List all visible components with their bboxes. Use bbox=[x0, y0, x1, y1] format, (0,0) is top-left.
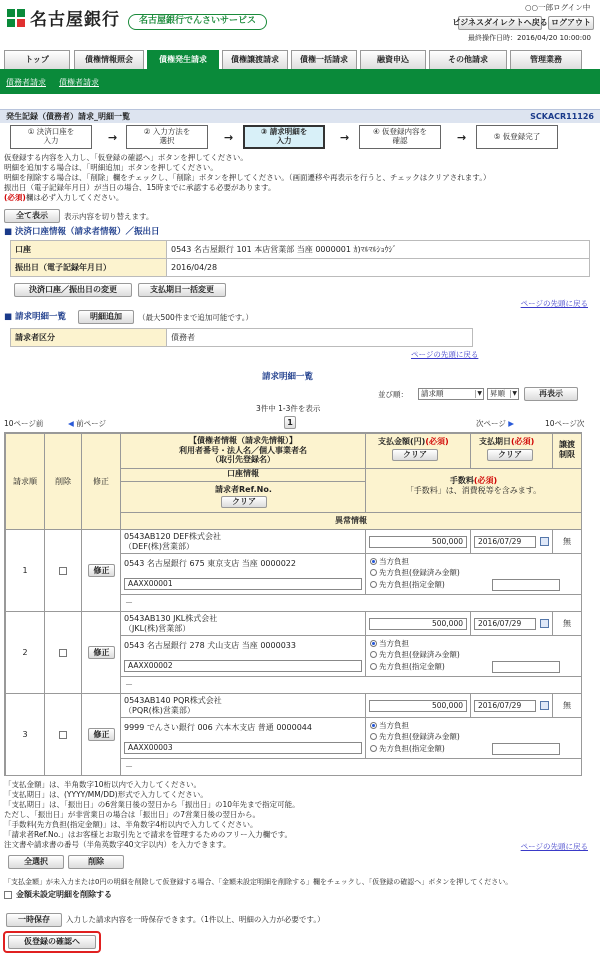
next-page-label: 次ページ bbox=[476, 419, 506, 428]
row-ref-input[interactable]: AAXX00002 bbox=[124, 660, 362, 672]
fee-option-self[interactable] bbox=[370, 721, 409, 730]
row-creditor bbox=[120, 693, 366, 718]
fee-option-specified[interactable] bbox=[370, 580, 445, 589]
ref-clear-button[interactable]: クリア bbox=[221, 496, 267, 508]
instruction-3: 明細を削除する場合は、「削除」欄をチェックし、「削除」ボタンを押してください。（画面遷移や再表示を行うと、チェックはクリアされます。） bbox=[4, 173, 491, 182]
radio-icon bbox=[370, 581, 377, 588]
page-title: 発生記録（債務者）請求_明細一覧 bbox=[6, 112, 130, 121]
col-due: 支払期日 bbox=[479, 437, 511, 446]
row-delete-checkbox[interactable] bbox=[59, 649, 67, 657]
row-amount-cell bbox=[365, 693, 471, 718]
fee-option-registered[interactable] bbox=[370, 568, 460, 577]
row-creditor-name: 0543AB120 DEF株式会社 bbox=[124, 532, 221, 541]
tab-loan[interactable]: 融資申込 bbox=[360, 50, 426, 69]
col-amount-cell bbox=[365, 433, 471, 469]
step-arrow-icon: → bbox=[340, 131, 350, 144]
row-creditor-name: 0543AB140 PQR株式会社 bbox=[124, 696, 222, 705]
radio-selected-icon bbox=[370, 640, 377, 647]
detail-table bbox=[4, 432, 582, 776]
row-no: 2 bbox=[5, 611, 45, 694]
col-creditor: 【債権者情報（請求先情報）】 利用者番号・法人名／個人事業者名 （取引先登録名） bbox=[120, 433, 366, 469]
row-account: 9999 でんさい銀行 006 六本木支店 普通 0000044 bbox=[124, 723, 312, 732]
row-modify-button[interactable]: 修正 bbox=[88, 728, 115, 741]
radio-icon bbox=[370, 663, 377, 670]
step-arrow-icon: → bbox=[108, 131, 118, 144]
row-due-input[interactable]: 2016/07/29 bbox=[474, 536, 536, 548]
row-fee-cell bbox=[365, 553, 582, 595]
bulk-due-date-button[interactable]: 支払期日一括変更 bbox=[138, 283, 226, 297]
requester-table bbox=[10, 328, 473, 347]
unset-checkbox-label: 金額未設定明細を削除する bbox=[16, 890, 112, 899]
fee-option-registered[interactable] bbox=[370, 732, 460, 741]
row-account-cell bbox=[120, 717, 366, 759]
step-2: ② 入力方法を 選択 bbox=[126, 125, 208, 149]
amount-clear-button[interactable]: クリア bbox=[392, 449, 438, 461]
show-all-note: 表示内容を切り替えます。 bbox=[64, 212, 154, 221]
back-to-top-link[interactable]: ページの先頭に戻る bbox=[520, 299, 588, 308]
subnav bbox=[0, 72, 600, 94]
subnav-creditor[interactable]: 債権者請求 bbox=[59, 78, 99, 87]
row-modify-cell bbox=[81, 529, 121, 612]
select-all-button[interactable]: 全選択 bbox=[8, 855, 64, 869]
prev-10-pages[interactable]: 10ページ前 bbox=[4, 419, 44, 428]
row-fee-input[interactable] bbox=[492, 661, 560, 673]
row-due-cell bbox=[470, 693, 553, 718]
radio-icon bbox=[370, 745, 377, 752]
requester-value: 債務者 bbox=[167, 329, 473, 347]
next-page-link[interactable] bbox=[476, 419, 514, 428]
note-6: 「請求者Ref.No.」はお客様とお取引先とで請求を管理するためのフリー入力欄です。 bbox=[4, 830, 293, 839]
row-fee-cell bbox=[365, 635, 582, 677]
row-no: 1 bbox=[5, 529, 45, 612]
row-transfer-limit: 無 bbox=[552, 611, 582, 636]
redisplay-button[interactable]: 再表示 bbox=[524, 387, 578, 401]
col-delete: 削除 bbox=[44, 433, 82, 530]
row-ref-input[interactable]: AAXX00003 bbox=[124, 742, 362, 754]
row-account: 0543 名古屋銀行 675 東京支店 当座 0000022 bbox=[124, 559, 296, 568]
step-arrow-icon: → bbox=[457, 131, 467, 144]
fee-option-label: 当方負担 bbox=[379, 721, 409, 730]
last-operation: 最終操作日時：2016/04/20 10:00:00 bbox=[468, 34, 592, 42]
col-modify: 修正 bbox=[81, 433, 121, 530]
row-account: 0543 名古屋銀行 278 犬山支店 当座 0000033 bbox=[124, 641, 296, 650]
prev-arrow-icon: ◀ bbox=[68, 419, 74, 428]
row-creditor-name: 0543AB130 JKL株式会社 bbox=[124, 614, 218, 623]
temp-save-note: 入力した請求内容を一時保存できます。（1件以上、明細の入力が必要です。） bbox=[66, 915, 325, 924]
list-title: 請求明細一覧 bbox=[262, 372, 314, 382]
row-amount-input[interactable]: 500,000 bbox=[369, 536, 467, 548]
tab-issue[interactable]: 債権発生請求 bbox=[147, 50, 219, 69]
page-title-bar bbox=[0, 109, 600, 123]
fee-option-specified[interactable] bbox=[370, 662, 445, 671]
fee-option-label: 先方負担(指定金額) bbox=[379, 662, 445, 671]
sort-key-select[interactable]: 請求順 ▼ bbox=[418, 388, 484, 400]
fee-option-label: 当方負担 bbox=[379, 557, 409, 566]
business-direct-button[interactable]: ビジネスダイレクトへ戻る bbox=[458, 16, 542, 30]
issue-date-value: 2016/04/28 bbox=[167, 259, 590, 277]
issue-date-label: 振出日（電子記録年月日） bbox=[11, 259, 167, 277]
instruction-1: 仮登録する内容を入力し、「仮登録の確認へ」ボタンを押してください。 bbox=[4, 153, 248, 162]
fee-option-registered[interactable] bbox=[370, 650, 460, 659]
note-2: 「支払期日」は、(YYYY/MM/DD)形式で入力してください。 bbox=[4, 790, 208, 799]
radio-icon bbox=[370, 569, 377, 576]
header bbox=[0, 0, 600, 40]
row-account-cell bbox=[120, 635, 366, 677]
radio-icon bbox=[370, 651, 377, 658]
row-creditor-alias: （DEF(株)営業部） bbox=[124, 542, 195, 551]
page-number-button[interactable]: 1 bbox=[284, 416, 296, 429]
col-amount: 支払金額(円) bbox=[378, 437, 426, 446]
row-delete-checkbox[interactable] bbox=[59, 731, 67, 739]
bank-logo-icon bbox=[6, 8, 26, 30]
tab-top[interactable]: トップ bbox=[4, 50, 70, 69]
row-delete-cell bbox=[44, 693, 82, 776]
sort-label: 並び順： bbox=[378, 390, 408, 399]
detail-section-title: ■ 請求明細一覧 bbox=[4, 312, 66, 323]
fee-option-label: 先方負担(登録済み金額) bbox=[379, 650, 460, 659]
back-to-top-link[interactable]: ページの先頭に戻る bbox=[520, 842, 588, 851]
row-amount-cell bbox=[365, 529, 471, 554]
row-creditor bbox=[120, 611, 366, 636]
row-delete-cell bbox=[44, 611, 82, 694]
tab-admin[interactable]: 管理業務 bbox=[510, 50, 582, 69]
col-fee bbox=[365, 468, 582, 513]
row-account-cell bbox=[120, 553, 366, 595]
col-due-cell bbox=[470, 433, 553, 469]
required-mark: (必須) bbox=[4, 193, 26, 202]
main-tabs bbox=[0, 50, 600, 72]
row-amount-input[interactable]: 500,000 bbox=[369, 618, 467, 630]
tab-transfer[interactable]: 債権譲渡請求 bbox=[222, 50, 288, 69]
radio-selected-icon bbox=[370, 722, 377, 729]
row-modify-cell bbox=[81, 611, 121, 694]
col-account: 口座情報 bbox=[120, 468, 366, 482]
add-detail-note: （最大500件まで追加可能です。） bbox=[138, 313, 253, 322]
add-detail-button[interactable]: 明細追加 bbox=[78, 310, 134, 324]
required-mark: (必須) bbox=[511, 437, 535, 446]
row-fee-input[interactable] bbox=[492, 579, 560, 591]
tab-bulk[interactable]: 債権一括請求 bbox=[291, 50, 357, 69]
row-due-cell bbox=[470, 529, 553, 554]
row-creditor-alias: （PQR(株)営業部） bbox=[124, 706, 195, 715]
row-creditor-alias: （JKL(株)営業部） bbox=[124, 624, 191, 633]
fee-option-self[interactable] bbox=[370, 639, 409, 648]
tab-other[interactable]: その他請求 bbox=[429, 50, 507, 69]
logout-button[interactable]: ログアウト bbox=[548, 16, 594, 30]
back-to-top-link[interactable]: ページの先頭に戻る bbox=[411, 350, 479, 359]
note-4: ただし、「振出日」が非営業日の場合は「振出日」の7営業日後の翌日から。 bbox=[4, 810, 261, 819]
row-creditor bbox=[120, 529, 366, 554]
fee-option-label: 先方負担(指定金額) bbox=[379, 580, 445, 589]
row-fee-cell bbox=[365, 717, 582, 759]
step-4: ④ 仮登録内容を 確認 bbox=[359, 125, 441, 149]
fee-option-label: 先方負担(指定金額) bbox=[379, 744, 445, 753]
step-1: ① 決済口座を 入力 bbox=[10, 125, 92, 149]
tab-inquiry[interactable]: 債権情報照会 bbox=[74, 50, 144, 69]
radio-selected-icon bbox=[370, 558, 377, 565]
row-modify-button[interactable]: 修正 bbox=[88, 564, 115, 577]
row-due-input[interactable]: 2016/07/29 bbox=[474, 700, 536, 712]
row-modify-button[interactable]: 修正 bbox=[88, 646, 115, 659]
row-amount-cell bbox=[365, 611, 471, 636]
next-10-pages[interactable]: 10ページ次 bbox=[545, 419, 585, 428]
user-status: ○○一郎ログイン中 bbox=[525, 3, 591, 12]
sort-order-select[interactable]: 昇順 ▼ bbox=[487, 388, 519, 400]
requester-label: 請求者区分 bbox=[11, 329, 167, 347]
row-due-input[interactable]: 2016/07/29 bbox=[474, 618, 536, 630]
instruction-2: 明細を追加する場合は、「明細追加」ボタンを押してください。 bbox=[4, 163, 218, 172]
row-due-cell bbox=[470, 611, 553, 636]
show-all-button[interactable]: 全て表示 bbox=[4, 209, 60, 223]
row-abnormal: － bbox=[120, 676, 582, 694]
note-7: 注文書や請求書の番号（半角英数字40文字以内）を入力できます。 bbox=[4, 840, 231, 849]
calendar-icon[interactable] bbox=[540, 701, 549, 710]
delete-button[interactable]: 削除 bbox=[68, 855, 124, 869]
unset-delete-checkbox[interactable] bbox=[4, 891, 12, 899]
fee-option-self[interactable] bbox=[370, 557, 409, 566]
change-account-button[interactable]: 決済口座／振出日の変更 bbox=[14, 283, 132, 297]
step-3: ③ 請求明細を 入力 bbox=[243, 125, 325, 149]
account-table bbox=[10, 240, 590, 277]
screen-id: SCKACR11126 bbox=[530, 112, 594, 121]
col-fee-note: 「手数料」は、消費税等を含みます。 bbox=[405, 486, 542, 495]
row-ref-input[interactable]: AAXX00001 bbox=[124, 578, 362, 590]
fee-option-label: 先方負担(登録済み金額) bbox=[379, 568, 460, 577]
account-label: 口座 bbox=[11, 241, 167, 259]
account-value: 0543 名古屋銀行 101 本店営業部 当座 0000001 ｶ)ﾏﾙﾏﾙｼｮｳｼﾞ bbox=[167, 241, 590, 259]
col-ref: 請求者Ref.No. bbox=[215, 485, 272, 494]
row-no: 3 bbox=[5, 693, 45, 776]
col-abnormal: 異常情報 bbox=[120, 512, 582, 530]
subnav-debtor[interactable]: 債務者請求 bbox=[6, 78, 46, 87]
temp-save-button[interactable]: 一時保存 bbox=[6, 913, 62, 927]
fee-option-label: 先方負担(登録済み金額) bbox=[379, 732, 460, 741]
fee-option-specified[interactable] bbox=[370, 744, 445, 753]
bank-name: 名古屋銀行 bbox=[30, 10, 120, 30]
row-modify-cell bbox=[81, 693, 121, 776]
fee-option-label: 当方負担 bbox=[379, 639, 409, 648]
row-abnormal: － bbox=[120, 758, 582, 776]
calendar-icon[interactable] bbox=[540, 537, 549, 546]
next-arrow-icon: ▶ bbox=[508, 419, 515, 428]
row-transfer-limit: 無 bbox=[552, 693, 582, 718]
prev-page-link[interactable] bbox=[68, 419, 106, 428]
step-arrow-icon: → bbox=[224, 131, 234, 144]
col-ref-cell bbox=[120, 481, 366, 513]
unset-note: 「支払金額」が未入力または0円の明細を削除して仮登録する場合、「金額未設定明細を削除する」欄をチェックし、「仮登録の確認へ」ボタンを押してください。 bbox=[4, 878, 513, 886]
required-mark: (必須) bbox=[425, 437, 449, 446]
row-abnormal: － bbox=[120, 594, 582, 612]
col-no: 請求順 bbox=[5, 433, 45, 530]
row-amount-input[interactable]: 500,000 bbox=[369, 700, 467, 712]
required-note: 欄は必ず入力してください。 bbox=[25, 193, 124, 202]
col-transfer-limit: 譲渡 制限 bbox=[552, 433, 582, 469]
account-section-title: ■ 決済口座情報（請求者情報）／振出日 bbox=[4, 227, 160, 238]
step-5: ⑤ 仮登録完了 bbox=[476, 125, 558, 149]
row-transfer-limit: 無 bbox=[552, 529, 582, 554]
due-clear-button[interactable]: クリア bbox=[487, 449, 533, 461]
required-mark: (必須) bbox=[473, 476, 498, 485]
confirm-button[interactable]: 仮登録の確認へ bbox=[8, 935, 96, 949]
record-count: 3件中 1-3件を表示 bbox=[256, 404, 321, 413]
prev-page-label: 前ページ bbox=[76, 419, 107, 428]
calendar-icon[interactable] bbox=[540, 619, 549, 628]
row-delete-checkbox[interactable] bbox=[59, 567, 67, 575]
col-fee-title: 手数料 bbox=[449, 476, 474, 485]
service-name: 名古屋銀行でんさいサービス bbox=[128, 14, 267, 30]
radio-icon bbox=[370, 733, 377, 740]
note-1: 「支払金額」は、半角数字10桁以内で入力してください。 bbox=[4, 780, 202, 789]
note-5: 「手数料(先方負担(指定金額)」は、半角数字4桁以内で入力してください。 bbox=[4, 820, 258, 829]
note-3: 「支払期日」は、「振出日」の6営業日後の翌日から「振出日」の10年先まで指定可能。 bbox=[4, 800, 300, 809]
row-delete-cell bbox=[44, 529, 82, 612]
instruction-4: 振出日（電子記録年月日）が当日の場合、15時までに承認する必要があります。 bbox=[4, 183, 276, 192]
row-fee-input[interactable] bbox=[492, 743, 560, 755]
